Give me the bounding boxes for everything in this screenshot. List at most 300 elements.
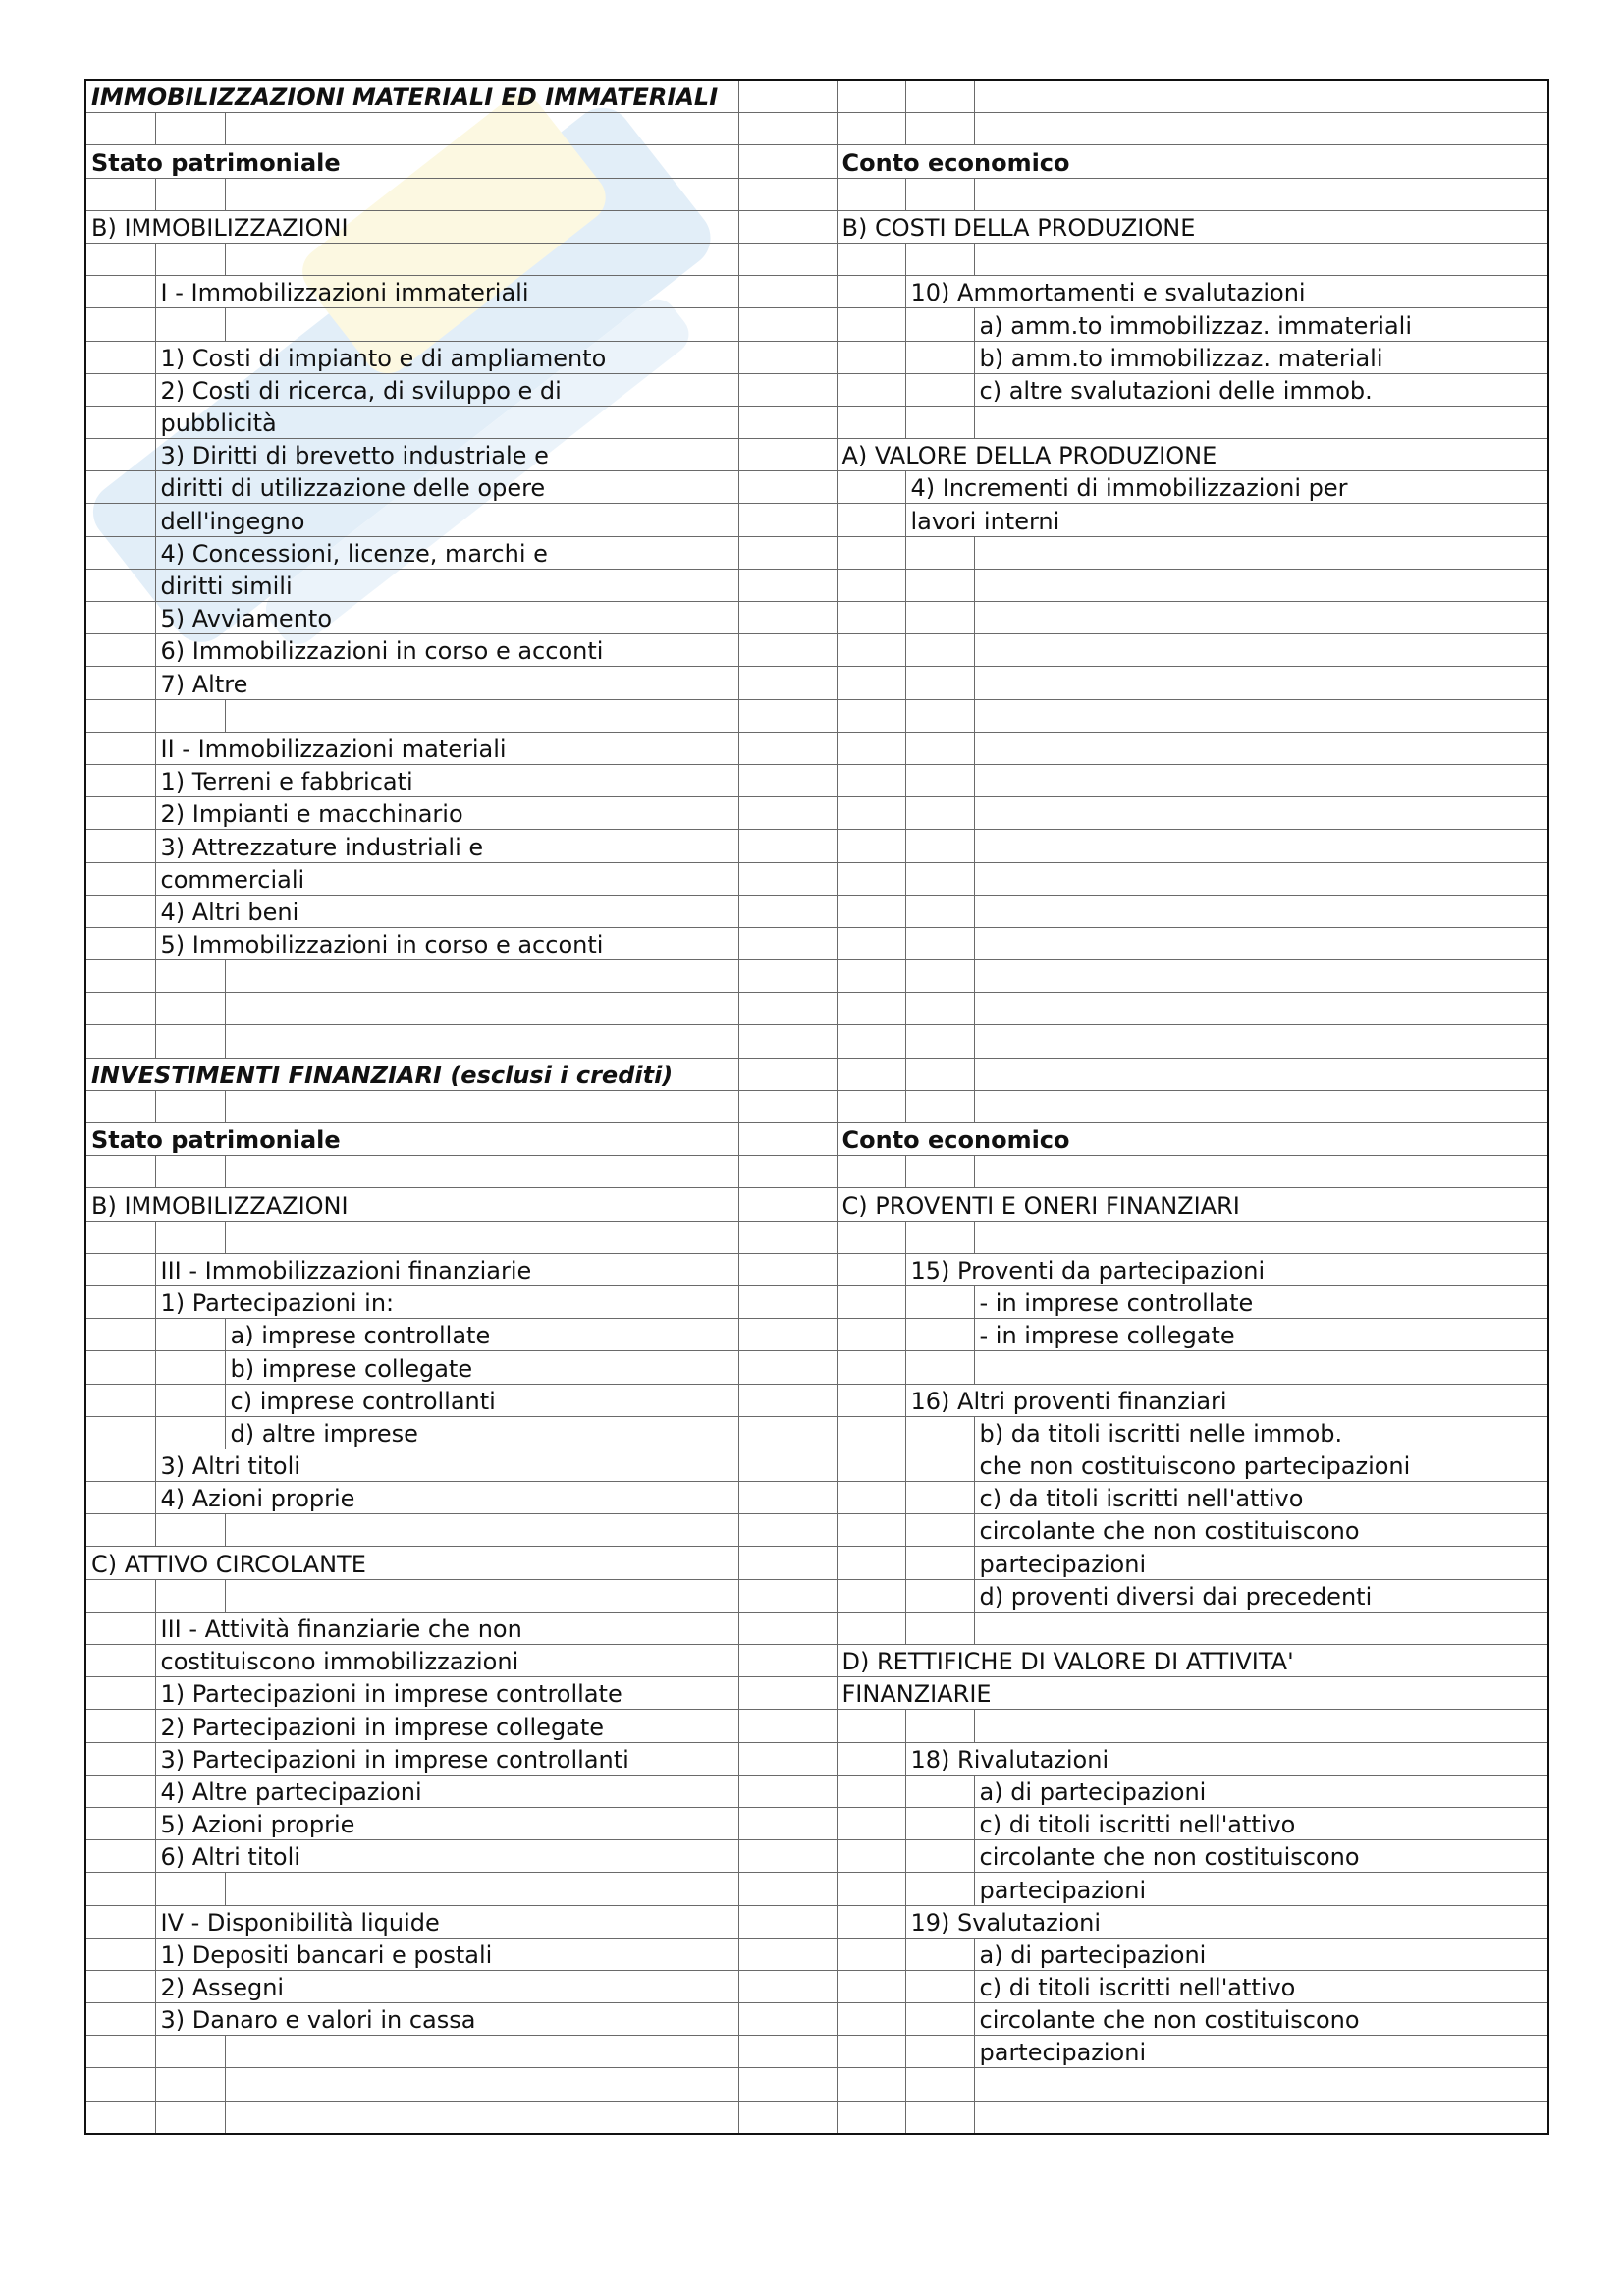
empty-cell[interactable] bbox=[905, 895, 974, 927]
empty-cell[interactable] bbox=[738, 862, 837, 895]
left-cell[interactable]: III - Attività finanziarie che non bbox=[155, 1612, 738, 1644]
empty-cell[interactable] bbox=[974, 1351, 1548, 1384]
empty-cell[interactable] bbox=[738, 1449, 837, 1481]
empty-cell[interactable] bbox=[155, 1514, 225, 1547]
empty-cell[interactable] bbox=[738, 667, 837, 699]
empty-cell[interactable] bbox=[85, 1710, 155, 1742]
empty-cell[interactable] bbox=[837, 1090, 905, 1122]
empty-cell[interactable] bbox=[837, 993, 905, 1025]
empty-cell[interactable] bbox=[905, 341, 974, 373]
left-cell[interactable]: pubblicità bbox=[155, 406, 738, 438]
empty-cell[interactable] bbox=[85, 504, 155, 536]
empty-cell[interactable] bbox=[225, 1025, 738, 1058]
empty-cell[interactable] bbox=[837, 1514, 905, 1547]
empty-cell[interactable] bbox=[837, 1319, 905, 1351]
empty-cell[interactable] bbox=[905, 569, 974, 601]
empty-cell[interactable] bbox=[85, 1645, 155, 1677]
left-cell[interactable]: 2) Partecipazioni in imprese collegate bbox=[155, 1710, 738, 1742]
empty-cell[interactable] bbox=[837, 1905, 905, 1938]
empty-cell[interactable] bbox=[85, 1677, 155, 1710]
right-cell[interactable]: lavori interni bbox=[905, 504, 1548, 536]
left-cell[interactable]: dell'ingegno bbox=[155, 504, 738, 536]
empty-cell[interactable] bbox=[85, 2101, 155, 2134]
empty-cell[interactable] bbox=[837, 1221, 905, 1253]
right-cell[interactable]: partecipazioni bbox=[974, 1547, 1548, 1579]
empty-cell[interactable] bbox=[837, 1351, 905, 1384]
empty-cell[interactable] bbox=[905, 1970, 974, 2002]
empty-cell[interactable] bbox=[85, 732, 155, 764]
empty-cell[interactable] bbox=[155, 1221, 225, 1253]
empty-cell[interactable] bbox=[85, 2036, 155, 2068]
empty-cell[interactable] bbox=[85, 927, 155, 959]
left-cell[interactable]: 7) Altre bbox=[155, 667, 738, 699]
empty-cell[interactable] bbox=[85, 113, 155, 145]
left-cell[interactable]: 3) Danaro e valori in cassa bbox=[155, 2003, 738, 2036]
empty-cell[interactable] bbox=[974, 1612, 1548, 1644]
right-cell[interactable]: A) VALORE DELLA PRODUZIONE bbox=[837, 439, 1548, 471]
empty-cell[interactable] bbox=[905, 1482, 974, 1514]
empty-cell[interactable] bbox=[738, 960, 837, 993]
empty-cell[interactable] bbox=[905, 1285, 974, 1318]
empty-cell[interactable] bbox=[85, 1090, 155, 1122]
empty-cell[interactable] bbox=[837, 895, 905, 927]
empty-cell[interactable] bbox=[738, 1905, 837, 1938]
empty-cell[interactable] bbox=[974, 243, 1548, 275]
empty-cell[interactable] bbox=[837, 797, 905, 830]
empty-cell[interactable] bbox=[974, 667, 1548, 699]
empty-cell[interactable] bbox=[738, 1090, 837, 1122]
empty-cell[interactable] bbox=[905, 1221, 974, 1253]
right-cell[interactable]: c) di titoli iscritti nell'attivo bbox=[974, 1807, 1548, 1839]
empty-cell[interactable] bbox=[738, 308, 837, 341]
right-cell[interactable]: - in imprese controllate bbox=[974, 1285, 1548, 1318]
empty-cell[interactable] bbox=[974, 569, 1548, 601]
left-cell[interactable]: 1) Partecipazioni in imprese controllate bbox=[155, 1677, 738, 1710]
left-cell[interactable]: 4) Altre partecipazioni bbox=[155, 1775, 738, 1807]
empty-cell[interactable] bbox=[155, 993, 225, 1025]
right-cell[interactable]: partecipazioni bbox=[974, 2036, 1548, 2068]
empty-cell[interactable] bbox=[738, 1514, 837, 1547]
left-cell[interactable]: 5) Avviamento bbox=[155, 602, 738, 634]
right-cell[interactable]: b) amm.to immobilizzaz. materiali bbox=[974, 341, 1548, 373]
empty-cell[interactable] bbox=[837, 1253, 905, 1285]
right-cell[interactable]: 19) Svalutazioni bbox=[905, 1905, 1548, 1938]
left-cell[interactable]: 3) Partecipazioni in imprese controllanti bbox=[155, 1742, 738, 1775]
empty-cell[interactable] bbox=[905, 797, 974, 830]
empty-cell[interactable] bbox=[974, 862, 1548, 895]
empty-cell[interactable] bbox=[738, 80, 837, 113]
empty-cell[interactable] bbox=[738, 569, 837, 601]
empty-cell[interactable] bbox=[837, 830, 905, 862]
empty-cell[interactable] bbox=[905, 862, 974, 895]
empty-cell[interactable] bbox=[738, 1807, 837, 1839]
empty-cell[interactable] bbox=[85, 764, 155, 796]
empty-cell[interactable] bbox=[837, 373, 905, 406]
empty-cell[interactable] bbox=[905, 2101, 974, 2134]
empty-cell[interactable] bbox=[905, 1156, 974, 1188]
empty-cell[interactable] bbox=[837, 1156, 905, 1188]
empty-cell[interactable] bbox=[85, 960, 155, 993]
empty-cell[interactable] bbox=[155, 1319, 225, 1351]
left-cell[interactable]: 1) Terreni e fabbricati bbox=[155, 764, 738, 796]
empty-cell[interactable] bbox=[738, 178, 837, 210]
empty-cell[interactable] bbox=[905, 80, 974, 113]
empty-cell[interactable] bbox=[738, 1253, 837, 1285]
right-cell[interactable]: circolante che non costituiscono bbox=[974, 2003, 1548, 2036]
left-cell[interactable]: c) imprese controllanti bbox=[225, 1384, 738, 1416]
empty-cell[interactable] bbox=[738, 602, 837, 634]
empty-cell[interactable] bbox=[905, 1710, 974, 1742]
empty-cell[interactable] bbox=[155, 1579, 225, 1612]
empty-cell[interactable] bbox=[837, 1775, 905, 1807]
right-cell[interactable]: C) PROVENTI E ONERI FINANZIARI bbox=[837, 1188, 1548, 1221]
left-cell[interactable]: 5) Immobilizzazioni in corso e acconti bbox=[155, 927, 738, 959]
right-cell[interactable]: Conto economico bbox=[837, 145, 1548, 178]
empty-cell[interactable] bbox=[837, 569, 905, 601]
empty-cell[interactable] bbox=[225, 1514, 738, 1547]
empty-cell[interactable] bbox=[905, 1547, 974, 1579]
empty-cell[interactable] bbox=[738, 927, 837, 959]
left-cell[interactable]: a) imprese controllate bbox=[225, 1319, 738, 1351]
empty-cell[interactable] bbox=[974, 1221, 1548, 1253]
left-cell[interactable]: diritti simili bbox=[155, 569, 738, 601]
empty-cell[interactable] bbox=[738, 504, 837, 536]
empty-cell[interactable] bbox=[738, 1775, 837, 1807]
empty-cell[interactable] bbox=[837, 1547, 905, 1579]
empty-cell[interactable] bbox=[905, 667, 974, 699]
empty-cell[interactable] bbox=[85, 373, 155, 406]
empty-cell[interactable] bbox=[738, 634, 837, 667]
left-cell[interactable]: 4) Azioni proprie bbox=[155, 1482, 738, 1514]
empty-cell[interactable] bbox=[738, 1677, 837, 1710]
empty-cell[interactable] bbox=[905, 1090, 974, 1122]
empty-cell[interactable] bbox=[738, 406, 837, 438]
empty-cell[interactable] bbox=[837, 2003, 905, 2036]
right-cell[interactable]: - in imprese collegate bbox=[974, 1319, 1548, 1351]
empty-cell[interactable] bbox=[974, 699, 1548, 732]
left-cell[interactable]: 1) Costi di impianto e di ampliamento bbox=[155, 341, 738, 373]
empty-cell[interactable] bbox=[837, 960, 905, 993]
empty-cell[interactable] bbox=[85, 1449, 155, 1481]
empty-cell[interactable] bbox=[974, 927, 1548, 959]
empty-cell[interactable] bbox=[85, 178, 155, 210]
empty-cell[interactable] bbox=[837, 1742, 905, 1775]
left-cell[interactable]: II - Immobilizzazioni materiali bbox=[155, 732, 738, 764]
empty-cell[interactable] bbox=[225, 1579, 738, 1612]
empty-cell[interactable] bbox=[905, 602, 974, 634]
empty-cell[interactable] bbox=[738, 732, 837, 764]
empty-cell[interactable] bbox=[155, 1351, 225, 1384]
empty-cell[interactable] bbox=[837, 699, 905, 732]
empty-cell[interactable] bbox=[905, 373, 974, 406]
empty-cell[interactable] bbox=[155, 2068, 225, 2101]
empty-cell[interactable] bbox=[85, 1775, 155, 1807]
empty-cell[interactable] bbox=[837, 732, 905, 764]
empty-cell[interactable] bbox=[85, 1221, 155, 1253]
empty-cell[interactable] bbox=[85, 862, 155, 895]
empty-cell[interactable] bbox=[85, 1807, 155, 1839]
empty-cell[interactable] bbox=[905, 536, 974, 569]
empty-cell[interactable] bbox=[974, 634, 1548, 667]
empty-cell[interactable] bbox=[225, 2036, 738, 2068]
left-cell[interactable]: 2) Costi di ricerca, di sviluppo e di bbox=[155, 373, 738, 406]
empty-cell[interactable] bbox=[905, 1873, 974, 1905]
empty-cell[interactable] bbox=[225, 1873, 738, 1905]
left-cell[interactable]: 1) Depositi bancari e postali bbox=[155, 1938, 738, 1970]
empty-cell[interactable] bbox=[837, 471, 905, 504]
empty-cell[interactable] bbox=[905, 2003, 974, 2036]
empty-cell[interactable] bbox=[738, 373, 837, 406]
empty-cell[interactable] bbox=[905, 2036, 974, 2068]
empty-cell[interactable] bbox=[85, 1351, 155, 1384]
empty-cell[interactable] bbox=[225, 699, 738, 732]
empty-cell[interactable] bbox=[905, 1351, 974, 1384]
empty-cell[interactable] bbox=[738, 1873, 837, 1905]
empty-cell[interactable] bbox=[837, 1938, 905, 1970]
empty-cell[interactable] bbox=[905, 406, 974, 438]
empty-cell[interactable] bbox=[85, 1025, 155, 1058]
empty-cell[interactable] bbox=[85, 1384, 155, 1416]
right-cell[interactable]: 10) Ammortamenti e svalutazioni bbox=[905, 276, 1548, 308]
empty-cell[interactable] bbox=[905, 1775, 974, 1807]
empty-cell[interactable] bbox=[738, 830, 837, 862]
left-cell[interactable]: Stato patrimoniale bbox=[85, 1123, 738, 1156]
right-cell[interactable]: FINANZIARIE bbox=[837, 1677, 1548, 1710]
empty-cell[interactable] bbox=[837, 1482, 905, 1514]
empty-cell[interactable] bbox=[738, 1612, 837, 1644]
left-cell[interactable]: IMMOBILIZZAZIONI MATERIALI ED IMMATERIALI bbox=[85, 80, 738, 113]
empty-cell[interactable] bbox=[837, 764, 905, 796]
empty-cell[interactable] bbox=[905, 993, 974, 1025]
empty-cell[interactable] bbox=[738, 1645, 837, 1677]
empty-cell[interactable] bbox=[837, 927, 905, 959]
empty-cell[interactable] bbox=[905, 1938, 974, 1970]
empty-cell[interactable] bbox=[837, 1058, 905, 1090]
empty-cell[interactable] bbox=[905, 634, 974, 667]
left-cell[interactable]: B) IMMOBILIZZAZIONI bbox=[85, 210, 738, 243]
left-cell[interactable]: 1) Partecipazioni in: bbox=[155, 1285, 738, 1318]
empty-cell[interactable] bbox=[837, 1612, 905, 1644]
empty-cell[interactable] bbox=[225, 1221, 738, 1253]
empty-cell[interactable] bbox=[155, 178, 225, 210]
left-cell[interactable]: Stato patrimoniale bbox=[85, 145, 738, 178]
empty-cell[interactable] bbox=[85, 993, 155, 1025]
right-cell[interactable]: a) di partecipazioni bbox=[974, 1938, 1548, 1970]
empty-cell[interactable] bbox=[974, 406, 1548, 438]
empty-cell[interactable] bbox=[85, 1416, 155, 1449]
empty-cell[interactable] bbox=[85, 1285, 155, 1318]
empty-cell[interactable] bbox=[225, 1090, 738, 1122]
empty-cell[interactable] bbox=[85, 2003, 155, 2036]
empty-cell[interactable] bbox=[905, 308, 974, 341]
empty-cell[interactable] bbox=[85, 1938, 155, 1970]
empty-cell[interactable] bbox=[974, 1156, 1548, 1188]
empty-cell[interactable] bbox=[738, 1058, 837, 1090]
left-cell[interactable]: C) ATTIVO CIRCOLANTE bbox=[85, 1547, 738, 1579]
empty-cell[interactable] bbox=[155, 1025, 225, 1058]
empty-cell[interactable] bbox=[738, 1416, 837, 1449]
empty-cell[interactable] bbox=[974, 895, 1548, 927]
empty-cell[interactable] bbox=[85, 1579, 155, 1612]
empty-cell[interactable] bbox=[905, 927, 974, 959]
empty-cell[interactable] bbox=[85, 243, 155, 275]
empty-cell[interactable] bbox=[225, 2068, 738, 2101]
empty-cell[interactable] bbox=[905, 1807, 974, 1839]
empty-cell[interactable] bbox=[85, 1742, 155, 1775]
empty-cell[interactable] bbox=[85, 1482, 155, 1514]
empty-cell[interactable] bbox=[738, 764, 837, 796]
left-cell[interactable]: B) IMMOBILIZZAZIONI bbox=[85, 1188, 738, 1221]
empty-cell[interactable] bbox=[738, 1384, 837, 1416]
empty-cell[interactable] bbox=[155, 1416, 225, 1449]
right-cell[interactable]: 18) Rivalutazioni bbox=[905, 1742, 1548, 1775]
left-cell[interactable]: 6) Altri titoli bbox=[155, 1840, 738, 1873]
empty-cell[interactable] bbox=[738, 895, 837, 927]
empty-cell[interactable] bbox=[837, 2068, 905, 2101]
left-cell[interactable]: IV - Disponibilità liquide bbox=[155, 1905, 738, 1938]
empty-cell[interactable] bbox=[85, 439, 155, 471]
empty-cell[interactable] bbox=[738, 471, 837, 504]
right-cell[interactable]: circolante che non costituiscono bbox=[974, 1514, 1548, 1547]
empty-cell[interactable] bbox=[974, 80, 1548, 113]
empty-cell[interactable] bbox=[155, 699, 225, 732]
empty-cell[interactable] bbox=[738, 993, 837, 1025]
empty-cell[interactable] bbox=[738, 1123, 837, 1156]
empty-cell[interactable] bbox=[85, 1156, 155, 1188]
empty-cell[interactable] bbox=[905, 243, 974, 275]
empty-cell[interactable] bbox=[85, 276, 155, 308]
empty-cell[interactable] bbox=[738, 1547, 837, 1579]
empty-cell[interactable] bbox=[738, 1579, 837, 1612]
right-cell[interactable]: circolante che non costituiscono bbox=[974, 1840, 1548, 1873]
empty-cell[interactable] bbox=[905, 1058, 974, 1090]
left-cell[interactable]: b) imprese collegate bbox=[225, 1351, 738, 1384]
empty-cell[interactable] bbox=[738, 2068, 837, 2101]
empty-cell[interactable] bbox=[85, 406, 155, 438]
empty-cell[interactable] bbox=[837, 243, 905, 275]
empty-cell[interactable] bbox=[225, 308, 738, 341]
empty-cell[interactable] bbox=[837, 113, 905, 145]
empty-cell[interactable] bbox=[225, 993, 738, 1025]
right-cell[interactable]: c) da titoli iscritti nell'attivo bbox=[974, 1482, 1548, 1514]
empty-cell[interactable] bbox=[85, 569, 155, 601]
empty-cell[interactable] bbox=[155, 1384, 225, 1416]
empty-cell[interactable] bbox=[974, 732, 1548, 764]
empty-cell[interactable] bbox=[85, 2068, 155, 2101]
empty-cell[interactable] bbox=[85, 895, 155, 927]
empty-cell[interactable] bbox=[155, 1090, 225, 1122]
empty-cell[interactable] bbox=[85, 634, 155, 667]
left-cell[interactable]: diritti di utilizzazione delle opere bbox=[155, 471, 738, 504]
empty-cell[interactable] bbox=[974, 993, 1548, 1025]
empty-cell[interactable] bbox=[85, 1319, 155, 1351]
empty-cell[interactable] bbox=[837, 1416, 905, 1449]
empty-cell[interactable] bbox=[837, 1384, 905, 1416]
left-cell[interactable]: 2) Assegni bbox=[155, 1970, 738, 2002]
empty-cell[interactable] bbox=[155, 2036, 225, 2068]
left-cell[interactable]: 4) Concessioni, licenze, marchi e bbox=[155, 536, 738, 569]
left-cell[interactable]: commerciali bbox=[155, 862, 738, 895]
empty-cell[interactable] bbox=[738, 536, 837, 569]
empty-cell[interactable] bbox=[974, 602, 1548, 634]
empty-cell[interactable] bbox=[85, 1253, 155, 1285]
empty-cell[interactable] bbox=[85, 830, 155, 862]
empty-cell[interactable] bbox=[974, 2068, 1548, 2101]
empty-cell[interactable] bbox=[837, 667, 905, 699]
empty-cell[interactable] bbox=[85, 1873, 155, 1905]
empty-cell[interactable] bbox=[738, 1351, 837, 1384]
empty-cell[interactable] bbox=[738, 210, 837, 243]
empty-cell[interactable] bbox=[905, 1612, 974, 1644]
empty-cell[interactable] bbox=[85, 699, 155, 732]
empty-cell[interactable] bbox=[155, 2101, 225, 2134]
empty-cell[interactable] bbox=[837, 634, 905, 667]
empty-cell[interactable] bbox=[837, 2036, 905, 2068]
empty-cell[interactable] bbox=[837, 1710, 905, 1742]
empty-cell[interactable] bbox=[738, 145, 837, 178]
empty-cell[interactable] bbox=[905, 2068, 974, 2101]
empty-cell[interactable] bbox=[738, 1188, 837, 1221]
empty-cell[interactable] bbox=[974, 830, 1548, 862]
empty-cell[interactable] bbox=[738, 2101, 837, 2134]
left-cell[interactable]: INVESTIMENTI FINANZIARI (esclusi i crediti) bbox=[85, 1058, 738, 1090]
empty-cell[interactable] bbox=[905, 1449, 974, 1481]
right-cell[interactable]: partecipazioni bbox=[974, 1873, 1548, 1905]
empty-cell[interactable] bbox=[738, 1938, 837, 1970]
right-cell[interactable]: a) amm.to immobilizzaz. immateriali bbox=[974, 308, 1548, 341]
empty-cell[interactable] bbox=[738, 1156, 837, 1188]
empty-cell[interactable] bbox=[905, 178, 974, 210]
empty-cell[interactable] bbox=[738, 1970, 837, 2002]
empty-cell[interactable] bbox=[738, 1482, 837, 1514]
empty-cell[interactable] bbox=[905, 1319, 974, 1351]
empty-cell[interactable] bbox=[837, 1873, 905, 1905]
empty-cell[interactable] bbox=[837, 1840, 905, 1873]
empty-cell[interactable] bbox=[837, 276, 905, 308]
right-cell[interactable]: d) proventi diversi dai precedenti bbox=[974, 1579, 1548, 1612]
empty-cell[interactable] bbox=[738, 2036, 837, 2068]
empty-cell[interactable] bbox=[738, 699, 837, 732]
empty-cell[interactable] bbox=[905, 1840, 974, 1873]
right-cell[interactable]: 4) Incrementi di immobilizzazioni per bbox=[905, 471, 1548, 504]
empty-cell[interactable] bbox=[225, 960, 738, 993]
empty-cell[interactable] bbox=[837, 1807, 905, 1839]
empty-cell[interactable] bbox=[85, 341, 155, 373]
empty-cell[interactable] bbox=[905, 699, 974, 732]
right-cell[interactable]: B) COSTI DELLA PRODUZIONE bbox=[837, 210, 1548, 243]
empty-cell[interactable] bbox=[85, 471, 155, 504]
empty-cell[interactable] bbox=[837, 504, 905, 536]
empty-cell[interactable] bbox=[155, 1873, 225, 1905]
right-cell[interactable]: c) di titoli iscritti nell'attivo bbox=[974, 1970, 1548, 2002]
empty-cell[interactable] bbox=[738, 113, 837, 145]
left-cell[interactable]: III - Immobilizzazioni finanziarie bbox=[155, 1253, 738, 1285]
empty-cell[interactable] bbox=[837, 406, 905, 438]
empty-cell[interactable] bbox=[837, 341, 905, 373]
empty-cell[interactable] bbox=[905, 113, 974, 145]
right-cell[interactable]: b) da titoli iscritti nelle immob. bbox=[974, 1416, 1548, 1449]
empty-cell[interactable] bbox=[837, 862, 905, 895]
left-cell[interactable]: 6) Immobilizzazioni in corso e acconti bbox=[155, 634, 738, 667]
right-cell[interactable]: Conto economico bbox=[837, 1123, 1548, 1156]
empty-cell[interactable] bbox=[738, 276, 837, 308]
empty-cell[interactable] bbox=[974, 960, 1548, 993]
empty-cell[interactable] bbox=[85, 308, 155, 341]
right-cell[interactable]: 16) Altri proventi finanziari bbox=[905, 1384, 1548, 1416]
empty-cell[interactable] bbox=[905, 764, 974, 796]
empty-cell[interactable] bbox=[837, 1025, 905, 1058]
empty-cell[interactable] bbox=[85, 667, 155, 699]
